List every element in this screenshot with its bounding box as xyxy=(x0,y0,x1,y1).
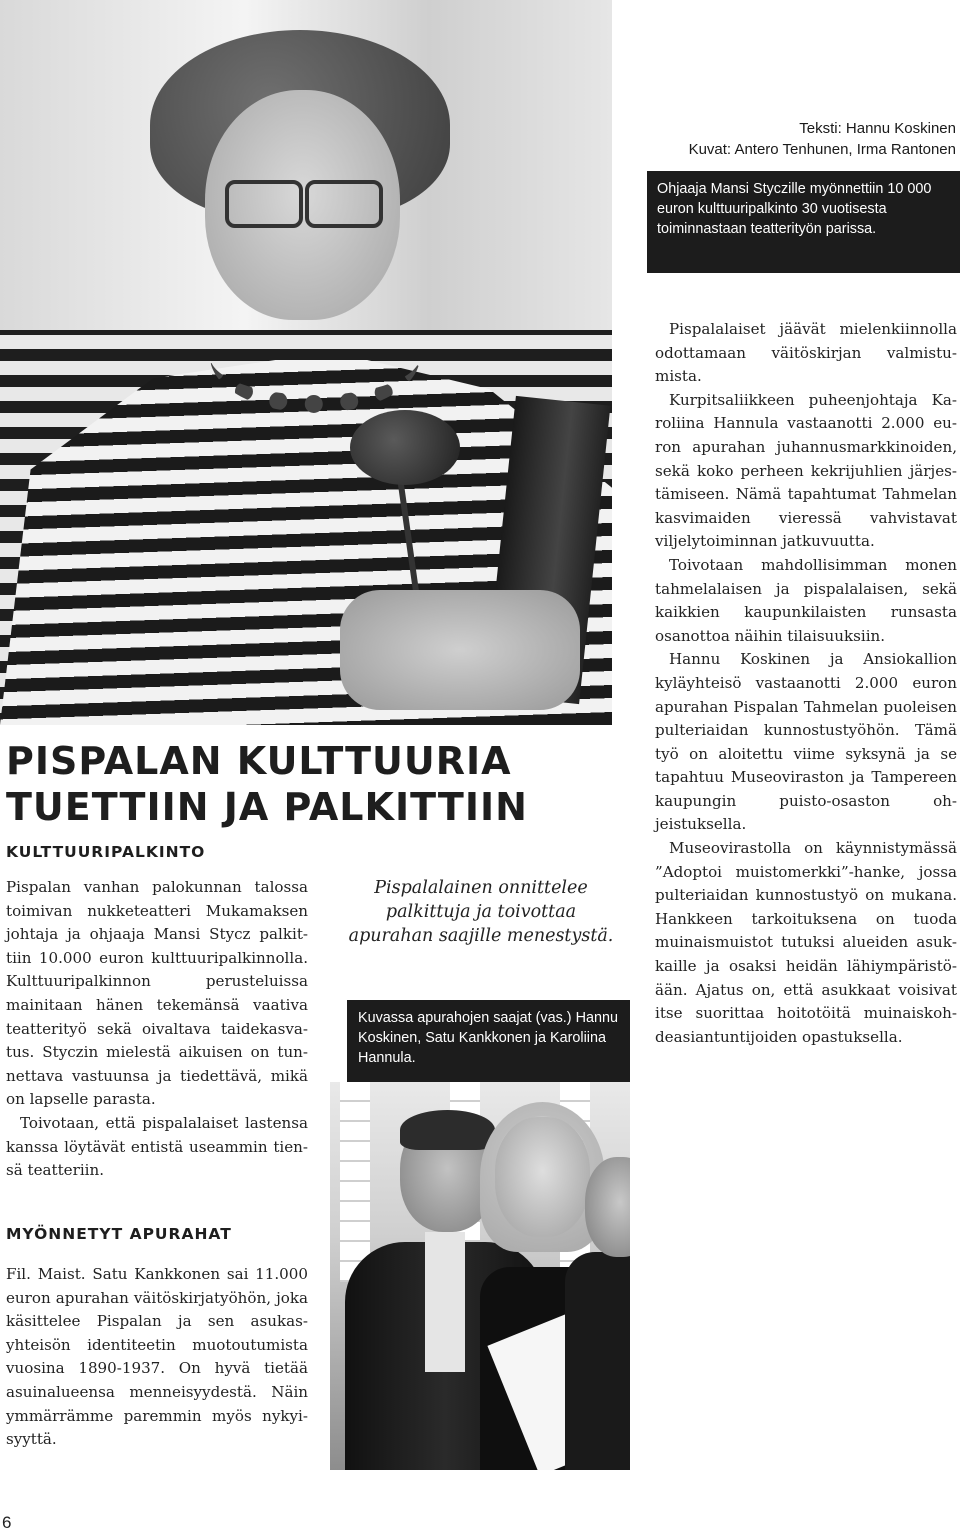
section-heading-kulttuuripalkinto: KULTTUURIPALKINTO xyxy=(6,843,206,861)
page-number: 6 xyxy=(2,1513,12,1532)
portrait-photo xyxy=(0,0,612,725)
paragraph: Pispalalaiset jäävät mielenkiinnolla odottamaan väitöskirjan valmistumista. xyxy=(655,320,957,386)
article-body-section1 xyxy=(6,876,308,1183)
headline-line2: TUETTIIN JA PALKITTIIN xyxy=(6,785,528,829)
credits-photos: Kuvat: Antero Tenhunen, Irma Rantonen xyxy=(688,141,956,158)
group-photo xyxy=(330,1082,630,1470)
paragraph: Kurpitsaliikkeen puheenjohtaja Karoliina Hannula vastaanotti 2.000 euron apurahan juhannusmarkkinoiden, sekä koko perheen kekrijuhlien järjestämiseen. Nämä tapahtumat Tahmelan kasvimaiden vieressä vahvistavat viljelytoiminnan jatkuvuutta. xyxy=(655,390,957,551)
pull-quote: Pispalalainen onnittelee palkittuja ja toivottaa apurahan saajille menestystä. xyxy=(348,878,614,946)
credits xyxy=(636,118,956,160)
paragraph: Hannu Koskinen ja Ansiokallion kyläyhteisö vastaanotti 2.000 euron apurahan Pispalan Tahmelan puoleisen pulteriaidan kunnostustyöhön. Tämä työ on aloitettu viime syksynä ja se tapahtuu Museoviraston ja Tampereen kaupungin puisto-osaston ohjeistuksella. xyxy=(655,650,957,834)
article-body-section2 xyxy=(6,1263,308,1452)
paragraph: Fil. Maist. Satu Kankkonen sai 11.000 euron apurahan väitöskirjatyöhön, joka käsittelee Pispalan ja sen asukasyhteisön identiteetin muotoutumista vuosina 1890-1937. On hyvä tietää asuinalueensa menneisyydestä. Näin ymmärrämme paremmin myös nykyisyyttä. xyxy=(6,1265,308,1449)
credits-text: Teksti: Hannu Koskinen xyxy=(799,120,956,137)
paragraph: Toivotaan, että pispalalaiset lastensa kanssa löytävät entistä useammin tiensä teatteriin. xyxy=(6,1113,308,1180)
paragraph: Pispalan vanhan palokunnan talossa toimivan nukketeatteri Mukamaksen johtaja ja ohjaaja Mansi Stycz palkittiin 10.000 euron kulttuuripalkinnolla. Kulttuuripalkinnon perusteluissa mainitaan hänen tekemänsä vaativa teatterityö sekä oivaltava taidekasvatus. Styczin mielestä aikuisen on tunnettava vastuunsa ja tiedettävä, mikä on lapselle parasta. xyxy=(6,878,308,1109)
paragraph: Toivotaan mahdollisimman monen tahmelalaisen ja pispalalaisen, sekä kaikkien kaupunkilaisten runsasta osanottoa näihin tilaisuuksiin. xyxy=(655,555,957,645)
headline xyxy=(6,738,626,830)
group-photo-caption: Kuvassa apurahojen saajat (vas.) Hannu Koskinen, Satu Kankkonen ja Karoliina Hannula. xyxy=(347,1000,630,1082)
article-body-right-column xyxy=(655,318,957,1049)
top-photo-caption: Ohjaaja Mansi Styczille myönnettiin 10 000 euron kulttuuripalkinto 30 vuotisesta toiminnastaan teatterityön parissa. xyxy=(647,171,960,273)
section-heading-apurahat: MYÖNNETYT APURAHAT xyxy=(6,1225,232,1243)
headline-line1: PISPALAN KULTTUURIA xyxy=(6,739,512,783)
paragraph: Museovirastolla on käynnistymässä ”Adoptoi muistomerkki”-hanke, jossa pulteriaidan kunnostustyö on mukana. Hankkeen tarkoituksena on tuoda muinaismuistot tutuksi alueiden asukkaille ja osaksi heidän lähiympäristöään. Ajatus on, että asukkaat voisivat itse suorittaa hoitotöitä muinaiskohdeasiantuntijoiden opastuksella. xyxy=(655,839,957,1046)
